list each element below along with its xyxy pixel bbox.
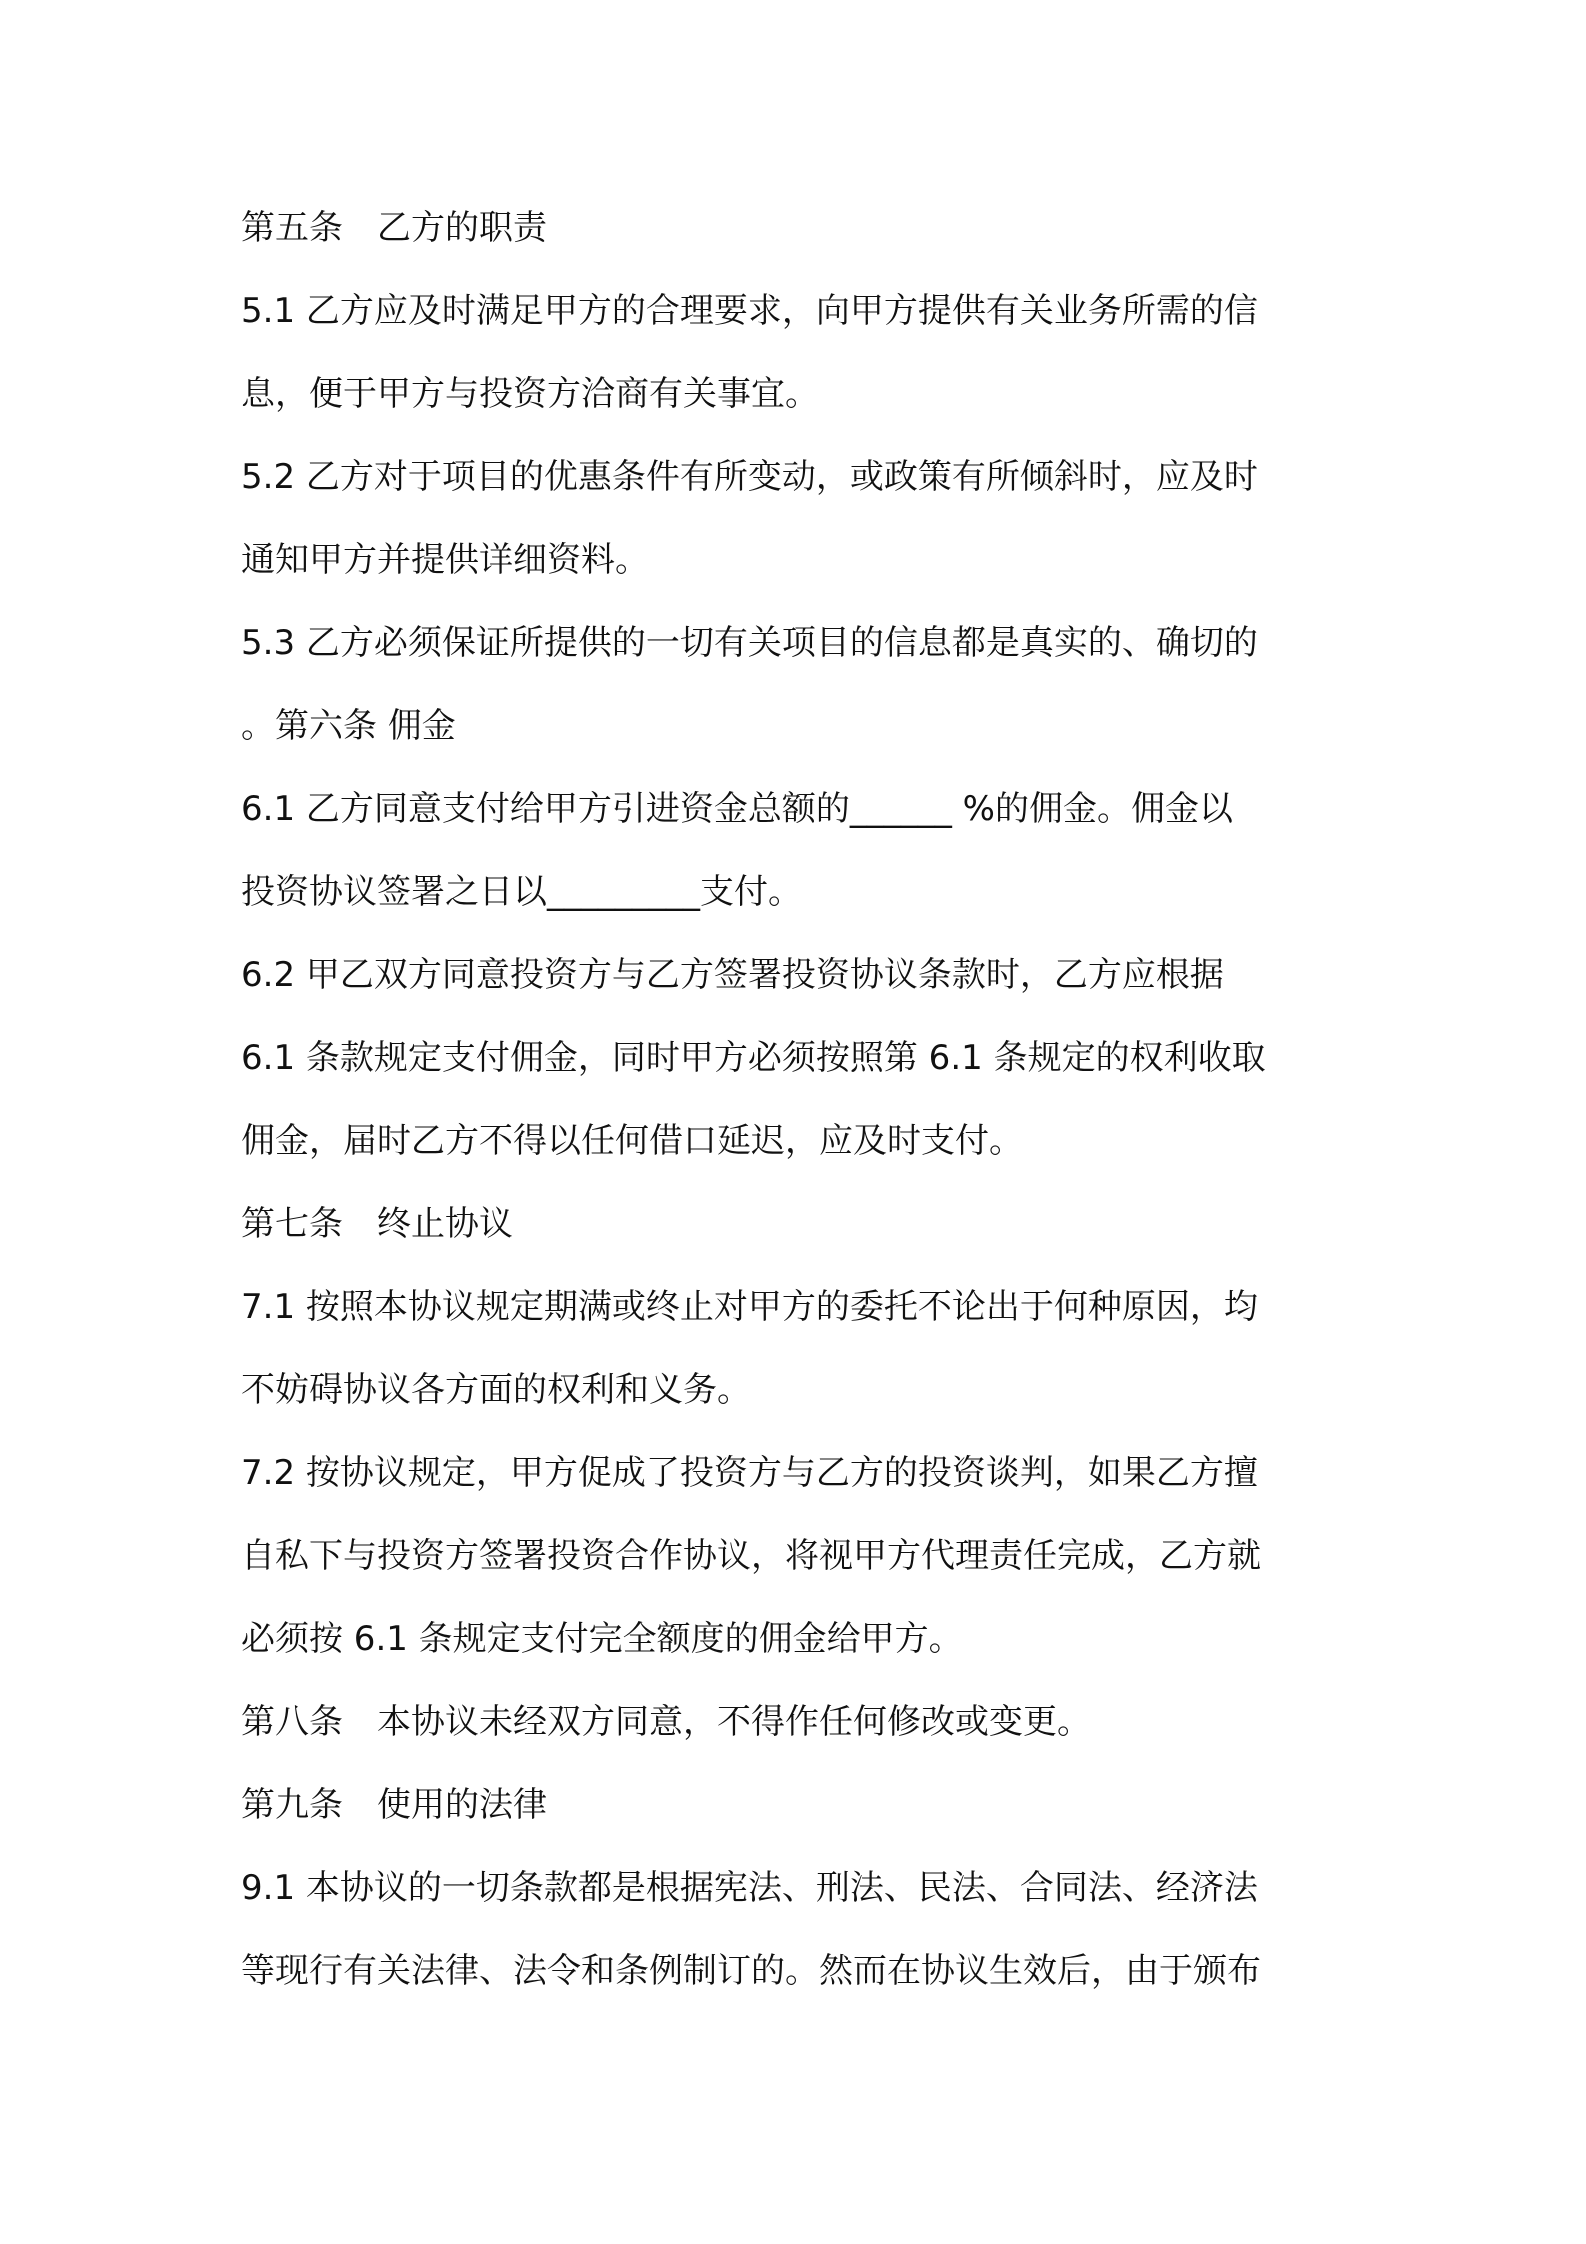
article-5-heading: 第五条 乙方的职责	[241, 208, 547, 248]
clause-6-1-line-1: 6.1 乙方同意支付给甲方引进资金总额的______ %的佣金。佣金以	[241, 789, 1233, 829]
clause-5-3-line-1: 5.3 乙方必须保证所提供的一切有关项目的信息都是真实的、确切的	[241, 623, 1258, 663]
clause-7-2-line-1: 7.2 按协议规定，甲方促成了投资方与乙方的投资谈判，如果乙方擅	[241, 1453, 1258, 1493]
clause-6-2-line-1: 6.2 甲乙双方同意投资方与乙方签署投资协议条款时，乙方应根据	[241, 955, 1224, 995]
clause-7-1-line-2: 不妨碍协议各方面的权利和义务。	[241, 1370, 751, 1410]
clause-5-1-line-1: 5.1 乙方应及时满足甲方的合理要求，向甲方提供有关业务所需的信	[241, 291, 1258, 331]
article-9-heading: 第九条 使用的法律	[241, 1785, 547, 1825]
clause-5-2-line-1: 5.2 乙方对于项目的优惠条件有所变动，或政策有所倾斜时，应及时	[241, 457, 1258, 497]
clause-9-1-line-2: 等现行有关法律、法令和条例制订的。然而在协议生效后，由于颁布	[241, 1951, 1261, 1991]
article-7-heading: 第七条 终止协议	[241, 1204, 513, 1244]
clause-7-1-line-1: 7.1 按照本协议规定期满或终止对甲方的委托不论出于何种原因，均	[241, 1287, 1258, 1327]
clause-7-2-line-3: 必须按 6.1 条规定支付完全额度的佣金给甲方。	[241, 1619, 963, 1659]
clause-6-2-line-2: 6.1 条款规定支付佣金，同时甲方必须按照第 6.1 条规定的权利收取	[241, 1038, 1266, 1078]
clause-6-1-line-2: 投资协议签署之日以_________支付。	[241, 872, 802, 912]
clause-7-2-line-2: 自私下与投资方签署投资合作协议，将视甲方代理责任完成，乙方就	[241, 1536, 1261, 1576]
clause-5-1-line-2: 息，便于甲方与投资方洽商有关事宜。	[241, 374, 819, 414]
clause-6-2-line-3: 佣金，届时乙方不得以任何借口延迟，应及时支付。	[241, 1121, 1023, 1161]
article-8: 第八条 本协议未经双方同意，不得作任何修改或变更。	[241, 1702, 1091, 1742]
clause-5-2-line-2: 通知甲方并提供详细资料。	[241, 540, 649, 580]
article-6-heading: 。第六条 佣金	[241, 706, 456, 746]
clause-9-1-line-1: 9.1 本协议的一切条款都是根据宪法、刑法、民法、合同法、经济法	[241, 1868, 1258, 1908]
